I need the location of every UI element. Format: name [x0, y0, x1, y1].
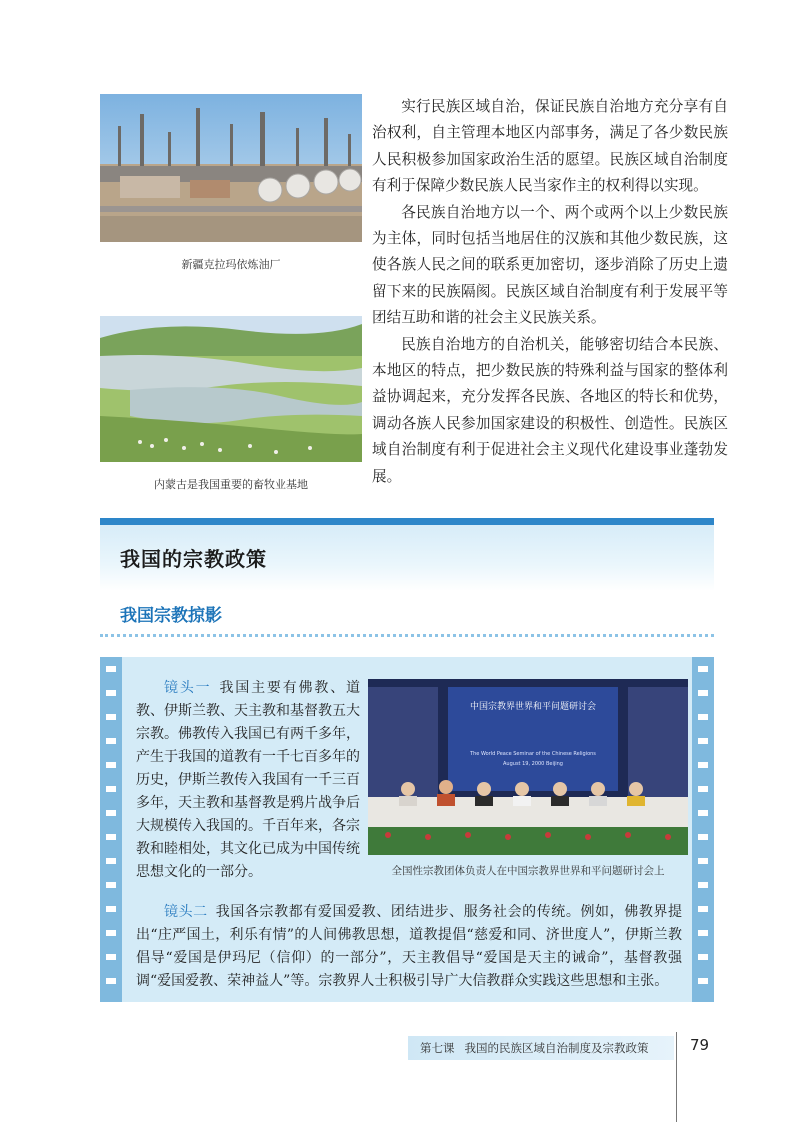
film-strip-left: [100, 657, 122, 1002]
lens-two-block: [136, 901, 682, 993]
lens-two-label: 镜头二: [164, 904, 208, 920]
dotted-divider: [100, 634, 714, 637]
subsection-title: 我国宗教掠影: [120, 606, 222, 626]
body-paragraph: 民族自治地方的自治机关，能够密切结合本民族、本地区的特点，把少数民族的特殊利益与国家的整体利益协调起来，充分发挥各民族、各地区的特长和优势，调动各族人民参加国家建设的积极性、创造性。民族区域自治制度有利于促进社会主义现代化建设事业蓬勃发展。: [372, 335, 728, 485]
footer-divider: [676, 1032, 677, 1122]
pasture-photo: [100, 316, 362, 462]
lens-two-text: 我国各宗教都有爱国爱教、团结进步、服务社会的传统。例如，佛教界提出“庄严国土，利乐有情”的人间佛教思想，道教提倡“慈爱和同、济世度人”，伊斯兰教倡导“爱国是伊玛尼（信仰）的一部分”，天主教倡导“爱国是天主的诫命”，基督教强调“爱国爱教、荣神益人”等。宗教界人士积极引导广大信教群众实践这些思想和主张。: [136, 904, 682, 989]
lens-one-label: 镜头一: [164, 680, 212, 696]
page-number: 79: [690, 1036, 710, 1054]
film-inner-panel: [122, 657, 692, 1002]
conference-caption: 全国性宗教团体负责人在中国宗教界世界和平问题研讨会上: [391, 865, 665, 877]
body-paragraph: 各民族自治地方以一个、两个或两个以上少数民族为主体，同时包括当地居住的汉族和其他少数民族，这使各族人民之间的联系更加密切，逐步消除了历史上遗留下来的民族隔阂。民族区域自治制度有利于发展平等团结互助和谐的社会主义民族关系。: [372, 203, 728, 327]
refinery-photo: [100, 94, 362, 242]
body-paragraph: 实行民族区域自治，保证民族自治地方充分享有自治权利，自主管理本地区内部事务，满足了各少数民族人民积极参加国家政治生活的愿望。民族区域自治制度有利于保障少数民族人民当家作主的权利得以实现。: [372, 98, 728, 195]
conference-banner-subtitle: The World Peace Seminar of the Chinese Religions: [470, 751, 596, 757]
refinery-caption: 新疆克拉玛依炼油厂: [181, 258, 281, 271]
pasture-caption: 内蒙古是我国重要的畜牧业基地: [154, 478, 308, 491]
chapter-footer: [408, 1036, 674, 1060]
section-banner: [100, 518, 714, 591]
conference-banner-date: August 19, 2000 Beijing: [503, 761, 563, 767]
film-strip-right: [692, 657, 714, 1002]
footer-chapter-title: 我国的民族区域自治制度及宗教政策: [464, 1041, 649, 1055]
body-text: [372, 94, 728, 490]
lens-one-block: [136, 677, 360, 884]
lens-one-text: 我国主要有佛教、道教、伊斯兰教、天主教和基督教五大宗教。佛教传入我国已有两千多年，产生于我国的道教有一千七百多年的历史，伊斯兰教传入我国有一千三百多年，天主教和基督教是鸦片战争后大规模传入我国的。千百年来，各宗教和睦相处，其文化已成为中国传统思想文化的一部分。: [136, 680, 361, 880]
religion-overview-box: [100, 657, 714, 1002]
conference-banner-title: 中国宗教界世界和平问题研讨会: [469, 702, 597, 712]
section-title: 我国的宗教政策: [120, 547, 267, 571]
footer-chapter-number: 第七课: [420, 1041, 455, 1055]
conference-photo: [368, 679, 688, 855]
